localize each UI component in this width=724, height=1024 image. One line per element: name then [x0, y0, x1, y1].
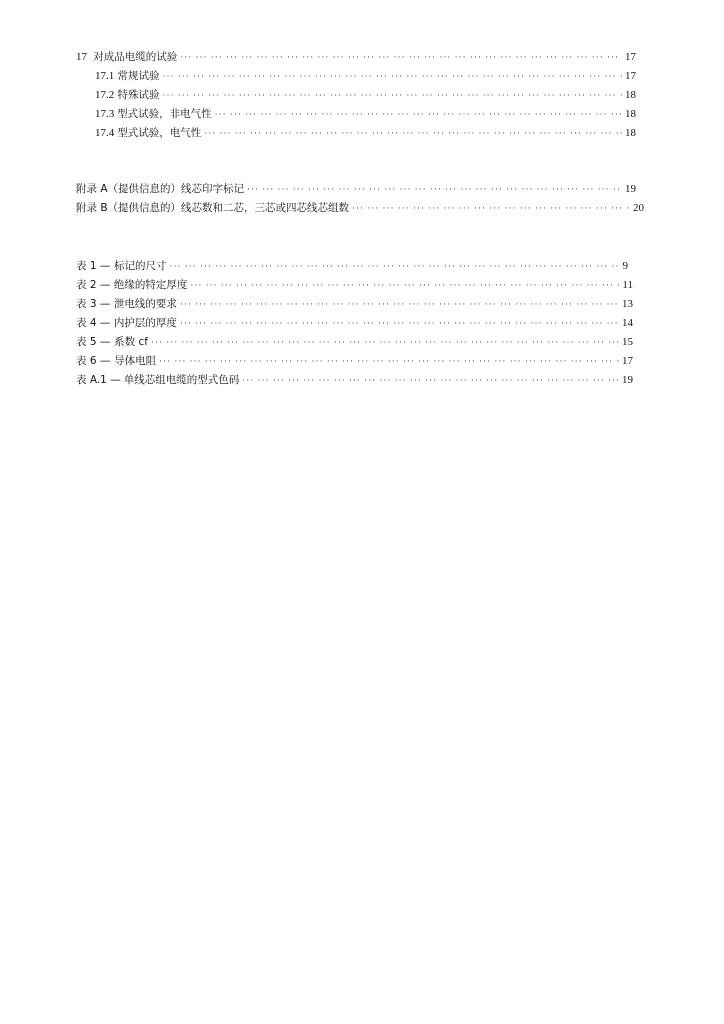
toc-entry-title: 系数 cf [114, 336, 148, 348]
toc-entry-number: 17.3 [95, 108, 115, 120]
toc-entry-table-6[interactable] [76, 352, 633, 370]
toc-entry-table-3[interactable] [76, 295, 633, 313]
toc-entry-title: 特殊试验 [117, 89, 160, 101]
toc-entry-title: 常规试验 [117, 70, 160, 82]
toc-entry-title: （提供信息的）线芯印字标记 [107, 183, 245, 195]
toc-entry-number: 表 A.1 — [76, 374, 121, 386]
dot-leader [163, 86, 623, 104]
toc-entry-17[interactable] [76, 48, 636, 66]
toc-entry-number: 附录 B [76, 202, 108, 214]
toc-entry-page: 18 [625, 127, 636, 139]
dot-leader [247, 180, 622, 198]
toc-entry-title: 导体电阻 [114, 355, 157, 367]
toc-entry-title: （提供信息的）线芯数和二芯，三芯或四芯线芯组数 [107, 202, 350, 214]
toc-entry-page: 18 [625, 108, 636, 120]
toc-entry-number: 表 4 — [76, 317, 111, 329]
toc-entry-page: 14 [622, 317, 633, 329]
toc-entry-17-2[interactable] [95, 86, 636, 104]
toc-entry-page: 17 [625, 70, 636, 82]
toc-entry-title: 内护层的厚度 [113, 317, 177, 329]
toc-entry-page: 20 [633, 202, 644, 214]
toc-entry-page: 17 [622, 355, 633, 367]
toc-entry-title: 单线芯组电缆的型式色码 [123, 374, 240, 386]
toc-entry-17-4[interactable] [95, 124, 636, 142]
dot-leader [151, 333, 619, 351]
dot-leader [352, 199, 630, 217]
toc-entry-number: 17.1 [95, 70, 115, 82]
toc-entry-page: 19 [622, 374, 633, 386]
toc-entry-number: 表 2 — [76, 279, 111, 291]
toc-entry-title: 泄电线的要求 [113, 298, 177, 310]
toc-entry-17-1[interactable] [95, 67, 636, 85]
toc-entry-number: 表 5 — [76, 336, 111, 348]
dot-leader [180, 48, 622, 66]
toc-entry-page: 9 [622, 260, 628, 272]
toc-entry-page: 13 [622, 298, 633, 310]
toc-entry-number: 17 [76, 51, 87, 63]
toc-entry-title: 标记的尺寸 [114, 260, 167, 272]
dot-leader [180, 314, 619, 332]
dot-leader [204, 124, 622, 142]
toc-entry-number: 表 3 — [76, 298, 111, 310]
dot-leader [215, 105, 622, 123]
toc-entry-number: 17.4 [95, 127, 115, 139]
toc-entry-number: 17.2 [95, 89, 115, 101]
toc-entry-17-3[interactable] [95, 105, 636, 123]
dot-leader [159, 352, 619, 370]
dot-leader [242, 371, 619, 389]
toc-entry-number: 附录 A [76, 183, 108, 195]
toc-entry-number: 表 6 — [76, 355, 111, 367]
toc-entry-table-4[interactable] [76, 314, 633, 332]
toc-entry-table-5[interactable] [76, 333, 633, 351]
dot-leader [163, 67, 623, 85]
toc-entry-annex-a[interactable] [76, 180, 636, 198]
toc-entry-title: 对成品电缆的试验 [93, 51, 178, 63]
dot-leader [170, 257, 620, 275]
toc-entry-table-a1[interactable] [76, 371, 633, 389]
dot-leader [190, 276, 619, 294]
toc-entry-title: 型式试验，非电气性 [117, 108, 212, 120]
toc-entry-page: 15 [622, 336, 633, 348]
toc-entry-annex-b[interactable] [76, 199, 644, 217]
dot-leader [180, 295, 619, 313]
toc-entry-page: 11 [622, 279, 633, 291]
toc-entry-table-1[interactable] [76, 257, 628, 275]
toc-entry-page: 19 [625, 183, 636, 195]
toc-entry-number: 表 1 — [76, 260, 111, 272]
toc-entry-page: 17 [625, 51, 636, 63]
toc-entry-title: 型式试验，电气性 [117, 127, 202, 139]
toc-entry-table-2[interactable] [76, 276, 633, 294]
toc-entry-page: 18 [625, 89, 636, 101]
toc-entry-title: 绝缘的特定厚度 [113, 279, 188, 291]
